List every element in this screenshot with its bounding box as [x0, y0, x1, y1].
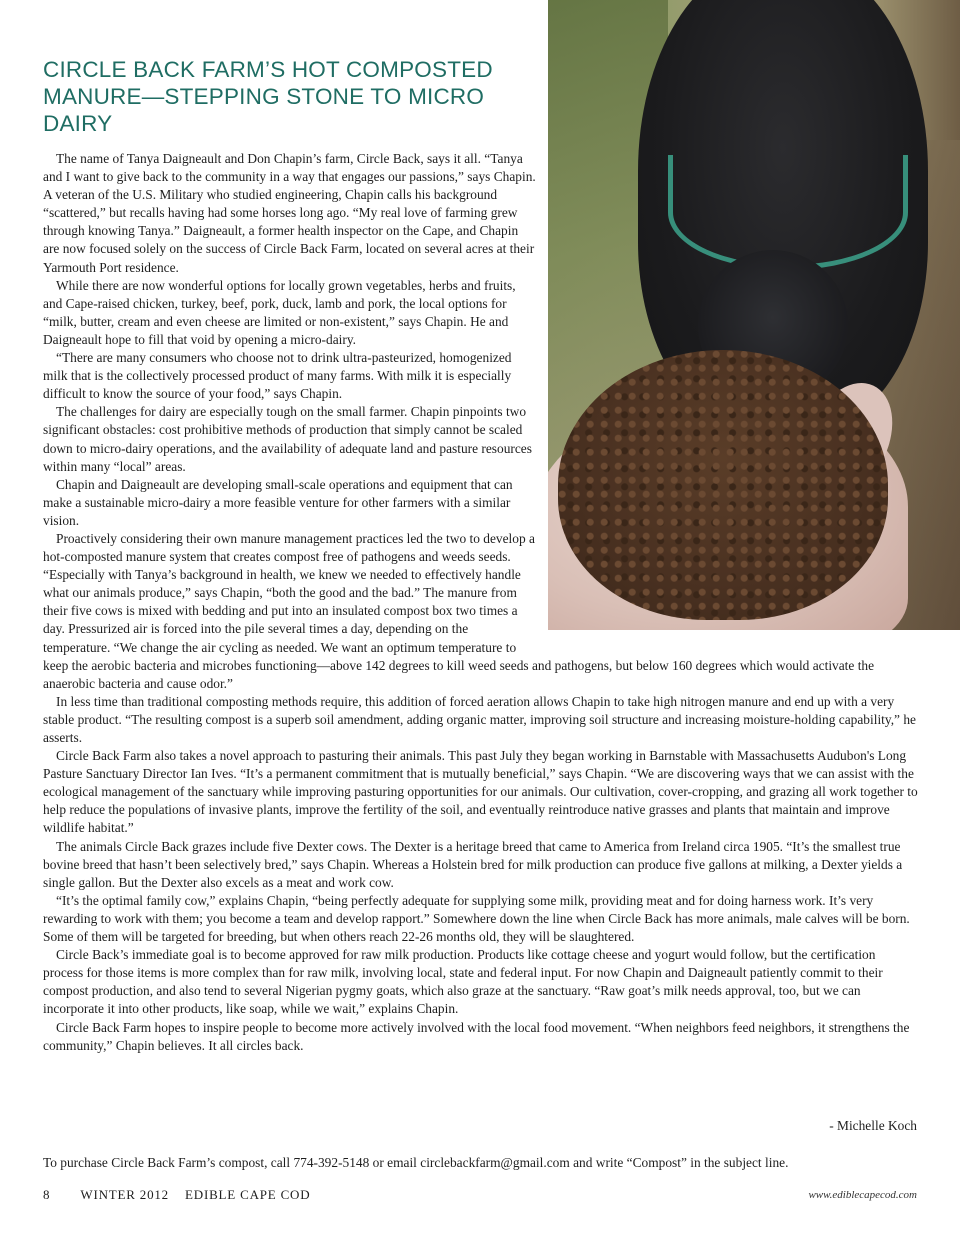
paragraph: The challenges for dairy are especially tough on the small farmer. Chapin pinpoints two significant obstacles: cost prohibitive methods of production that simply cannot be scaled down to micro-dairy operations, and the availability of adequate land and pasture resources within many “local” areas.: [43, 404, 532, 474]
page-number: 8: [43, 1187, 51, 1202]
paragraph: Circle Back Farm also takes a novel approach to pasturing their animals. This past July they began working in Barnstable with Massachusetts Audubon's Long Pasture Sanctuary Director Ian Ives. “It’s a permanent commitment that is mutually beneficial,” says Chapin. “We are discovering ways that we can assist with the ecological management of the sanctuary while improving pasturing opportunities for our animals. Our cultivation, cover-cropping, and grazing all work together to help reduce the populations of invasive plants, improve the fertility of the soil, and eventually reintroduce native grasses and plants that maintain and improve wildlife habitat.”: [43, 748, 918, 836]
paragraph: The name of Tanya Daigneault and Don Chapin’s farm, Circle Back, says it all. “Tanya and I want to give back to the community in a way that engages our passions,” says Chapin. A veteran of the U.S. Military who studied engineering, Chapin calls his background “scattered,” but recalls having had some horses long ago. “My real love of farming grew through knowing Tanya.” Daigneault, a former health inspector on the Cape, and Chapin are now focused solely on the success of Circle Back Farm, located on several acres at their Yarmouth Port residence.: [43, 151, 536, 275]
paragraph: “It’s the optimal family cow,” explains Chapin, “being perfectly adequate for supplying some milk, providing meat and for doing harness work. It’s very rewarding to work with them; you become a team and develop rapport.” Somewhere down the line when Circle Back has more animals, male calves will be born. Some of them will be targeted for breeding, but when others reach 22-26 months old, they will be slaughtered.: [43, 892, 910, 945]
purchase-note: To purchase Circle Back Farm’s compost, call 774-392-5148 or email circlebackfarm@gmail.com and write “Compost” in the subject line.: [43, 1155, 789, 1170]
article-body: [43, 150, 918, 1055]
paragraph: Circle Back Farm hopes to inspire people to become more actively involved with the local food movement. “When neighbors feed neighbors, it strengthens the community,” Chapin believes. It all circles back.: [43, 1019, 910, 1053]
author-signature: - Michelle Koch: [829, 1118, 917, 1133]
page-footer: [43, 1187, 310, 1203]
paragraph: Chapin and Daigneault are developing small-scale operations and equipment that can make a sustainable micro-dairy a more feasible venture for other farmers with a similar vision.: [43, 476, 513, 528]
paragraph: While there are now wonderful options for locally grown vegetables, herbs and fruits, and Cape-raised chicken, turkey, beef, pork, duck, lamb and pork, the local options for “milk, butter, cream and even cheese are limited or non-existent,” says Chapin. He and Daigneault hope to fill that void by opening a micro-dairy.: [43, 277, 516, 347]
paragraph: Circle Back’s immediate goal is to become approved for raw milk production. Products like cottage cheese and yogurt would follow, but the certification process for those items is more complex than for raw milk, involving local, state and federal input. For now Chapin and Daigneault patiently commit to their compost production, and also tend to several Nigerian pygmy goats, which also graze at the sanctuary. “Raw goat’s milk needs approval, too, but we can incorporate it into other products, like soap, while we wait,” explains Chapin.: [43, 947, 883, 1017]
issue-date: WINTER 2012: [80, 1187, 169, 1202]
paragraph: The animals Circle Back grazes include five Dexter cows. The Dexter is a heritage breed that came to America from Ireland circa 1905. “It’s the smallest true bovine breed that hasn’t been selectively bred,” says Chapin. Whereas a Holstein bred for milk production can produce five gallons at milking, a Dexter yields a single gallon. But the Dexter also excels as a meat and work cow.: [43, 838, 903, 890]
article-title: CIRCLE BACK FARM’S HOT COMPOSTED MANURE—STEPPING STONE TO MICRO DAIRY: [43, 57, 493, 136]
paragraph: “There are many consumers who choose not to drink ultra-pasteurized, homogenized milk that is the collectively processed product of many farms. With milk it is especially difficult to know the source of your food,” says Chapin.: [43, 350, 512, 402]
photo-wrap-spacer: [536, 150, 918, 640]
paragraph: Proactively considering their own manure management practices led the two to develop a hot-composted manure system that creates compost free of pathogens and weeds seeds. “Especially with Tanya’s background in health, we knew we needed to effectively handle what our animals produce,” says Chapin, “both the good and the bad.” The manure from their five cows is mixed with bedding and put into an insulated compost box two times a day. Pressurized air is forced into the pile several times a day, depending on the temperature. “We change the air cycling as needed. We want an optimum temperature to keep the aerobic bacteria and microbes functioning—above 142 degrees to kill weed seeds and pathogens, but below 160 degrees which would activate the anaerobic bacteria and cause odor.”: [43, 530, 875, 691]
website-url: www.ediblecapecod.com: [808, 1189, 917, 1201]
paragraph: In less time than traditional composting methods require, this addition of forced aeration allows Chapin to take high nitrogen manure and end up with a very stable product. “The resulting compost is a superb soil amendment, adding organic matter, improving soil structure and increasing moisture-holding capability,” he asserts.: [43, 693, 916, 745]
publication-name: EDIBLE CAPE COD: [185, 1187, 311, 1202]
